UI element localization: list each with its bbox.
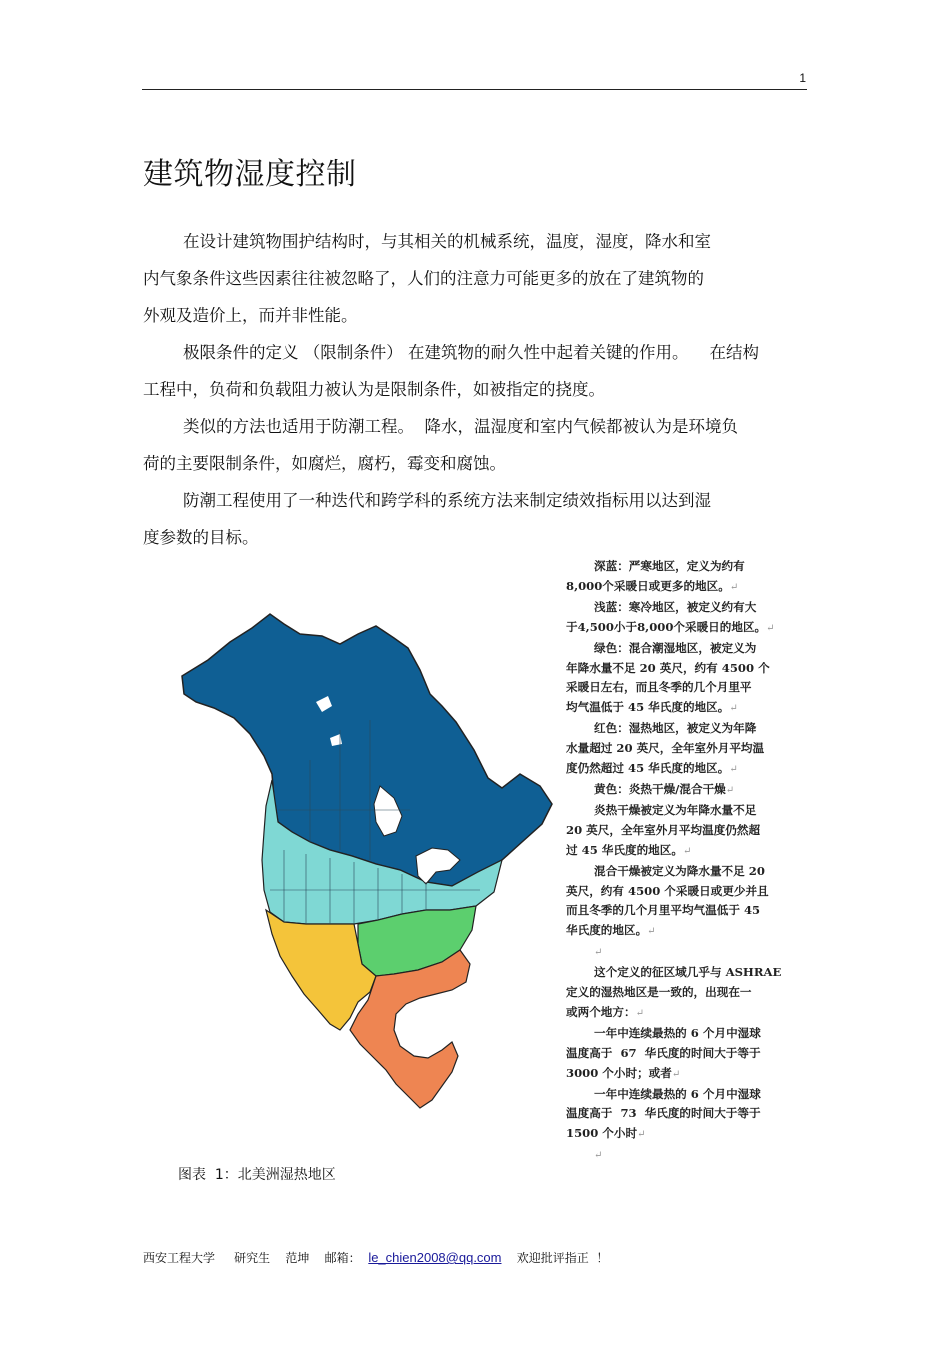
legend-line-text: 度仍然超过 45 华氏度的地区。 <box>566 761 730 776</box>
paragraph-mark-icon: ↵ <box>594 947 603 959</box>
legend-line-text: 黄色：炎热干燥/混合干燥 <box>594 781 726 796</box>
figure-caption: 图表 1：北美洲湿热地区 <box>178 1167 336 1183</box>
legend-line-text: 红色：湿热地区，被定义为年降 <box>594 721 757 736</box>
legend-line <box>566 983 788 1003</box>
legend-line <box>566 963 788 983</box>
legend-line-text: 一年中连续最热的 6 个月中湿球 <box>594 1086 761 1101</box>
legend-line <box>566 882 788 902</box>
legend-line-text: 炎热干燥被定义为年降水量不足 <box>594 802 757 817</box>
paragraph-line: 度参数的目标。 <box>143 528 259 547</box>
legend-line <box>566 821 788 841</box>
footer-role: 研究生 <box>234 1251 271 1265</box>
paragraph-mark-icon: ↵ <box>682 845 692 857</box>
paragraph-line: 类似的方法也适用于防潮工程。 降水，温湿度和室内气候都被认为是环境负 <box>183 417 738 436</box>
legend-line-text: 均气温低于 45 华氏度的地区。 <box>566 700 730 715</box>
footer-name: 范坤 <box>285 1251 310 1265</box>
paragraph-2 <box>143 334 808 408</box>
legend-line-text: 于4,500小于8,000个采暖日的地区。 <box>566 619 767 634</box>
legend-line-text: 而且冬季的几个月里平均气温低于 45 <box>566 903 761 918</box>
legend-line <box>566 1145 788 1166</box>
legend-line-text: 20 英尺，全年室外月平均温度仍然超 <box>566 822 761 837</box>
legend-line <box>566 1044 788 1064</box>
paragraph-line: 工程中，负荷和负载阻力被认为是限制条件，如被指定的挠度。 <box>143 380 605 399</box>
legend-line <box>566 1104 788 1124</box>
legend-line <box>566 780 788 801</box>
legend-line-text: 水量超过 20 英尺，全年室外月平均温 <box>566 741 765 756</box>
paragraph-line: 在设计建筑物围护结构时，与其相关的机械系统，温度，湿度，降水和室 <box>183 232 711 251</box>
legend-line <box>566 1064 788 1085</box>
paragraph-1 <box>143 223 808 334</box>
paragraph-mark-icon: ↵ <box>637 1129 646 1141</box>
legend-line-text: 采暖日左右，而且冬季的几个月里平 <box>566 680 752 695</box>
document-title: 建筑物湿度控制 <box>143 157 357 192</box>
paragraph-mark-icon: ↵ <box>635 1007 644 1019</box>
legend-line <box>566 659 788 679</box>
legend-line <box>566 1124 788 1145</box>
legend-line <box>566 618 788 639</box>
paragraph-mark-icon: ↵ <box>594 1150 603 1162</box>
legend-line <box>566 577 788 598</box>
paragraph-line: 极限条件的定义 （限制条件） 在建筑物的耐久性中起着关键的作用。 在结构 <box>183 343 759 362</box>
legend-line-text: 深蓝：严寒地区，定义为约有 <box>594 559 745 573</box>
paragraph-line: 外观及造价上，而并非性能。 <box>143 306 358 325</box>
legend-line-text: 温度高于 73 华氏度的时间大于等于 <box>566 1106 761 1121</box>
paragraph-mark-icon: ↵ <box>729 581 739 593</box>
paragraph-mark-icon: ↵ <box>729 703 738 715</box>
footer-email-label: 邮箱： <box>324 1251 361 1265</box>
legend-line <box>566 698 788 719</box>
legend-line <box>566 598 788 618</box>
legend-line-text: 过 45 华氏度的地区。 <box>566 842 683 857</box>
legend-line-text: 英尺，约有 4500 个采暖日或更少并且 <box>566 883 769 898</box>
legend-line-text: 绿色：混合潮湿地区，被定义为 <box>594 640 757 655</box>
paragraph-mark-icon: ↵ <box>647 926 656 938</box>
legend-line <box>566 759 788 780</box>
legend-line <box>566 739 788 759</box>
legend-line-text: 混合干燥被定义为降水量不足 20 <box>594 863 765 878</box>
email-link[interactable]: le_chien2008@qq.com <box>368 1250 502 1265</box>
legend-line-text: 温度高于 67 华氏度的时间大于等于 <box>566 1045 761 1060</box>
legend-line <box>566 719 788 739</box>
legend-line <box>566 862 788 882</box>
legend-line <box>566 1085 788 1105</box>
page-footer <box>143 1249 608 1266</box>
legend-line <box>566 942 788 963</box>
paragraph-mark-icon: ↵ <box>729 764 738 776</box>
footer-closing: 欢迎批评指正 ！ <box>516 1251 609 1265</box>
legend-line <box>566 678 788 698</box>
legend-line-text: 8,000个采暖日或更多的地区。 <box>566 578 730 593</box>
paragraph-mark-icon: ↵ <box>671 1068 681 1080</box>
paragraph-line: 荷的主要限制条件，如腐烂，腐朽，霉变和腐蚀。 <box>143 454 506 473</box>
legend-line-text: 3000 个小时；或者 <box>566 1065 672 1080</box>
legend-line <box>566 639 788 659</box>
legend-line-text: 浅蓝：寒冷地区，被定义约有大 <box>594 599 757 614</box>
footer-school: 西安工程大学 <box>143 1251 216 1265</box>
legend-line-text: 年降水量不足 20 英尺，约有 4500 个 <box>566 660 770 675</box>
paragraph-mark-icon: ↵ <box>725 784 735 796</box>
map-legend-text <box>566 557 788 1166</box>
page-number: 1 <box>799 71 806 85</box>
legend-line <box>566 841 788 862</box>
paragraph-4 <box>143 482 808 556</box>
legend-line-text: 一年中连续最热的 6 个月中湿球 <box>594 1025 761 1040</box>
very-cold-zone <box>182 614 552 886</box>
legend-line <box>566 557 788 577</box>
paragraph-line: 防潮工程使用了一种迭代和跨学科的系统方法来制定绩效指标用以达到湿 <box>183 491 711 510</box>
legend-line-text: 定义的湿热地区是一致的，出现在一 <box>566 985 752 1000</box>
paragraph-3 <box>143 408 808 482</box>
legend-line-text: 1500 个小时 <box>566 1126 638 1141</box>
north-america-climate-map <box>180 610 558 1115</box>
legend-line <box>566 1003 788 1024</box>
paragraph-line: 内气象条件这些因素往往被忽略了，人们的注意力可能更多的放在了建筑物的 <box>143 269 704 288</box>
legend-line <box>566 1024 788 1044</box>
legend-line <box>566 901 788 921</box>
legend-line-text: 或两个地方： <box>566 1004 636 1019</box>
header-rule <box>142 89 807 90</box>
legend-line-text: 这个定义的征区域几乎与 ASHRAE <box>594 965 782 980</box>
legend-line <box>566 801 788 821</box>
paragraph-mark-icon: ↵ <box>766 622 775 634</box>
legend-line <box>566 921 788 942</box>
legend-line-text: 华氏度的地区。 <box>566 923 648 938</box>
